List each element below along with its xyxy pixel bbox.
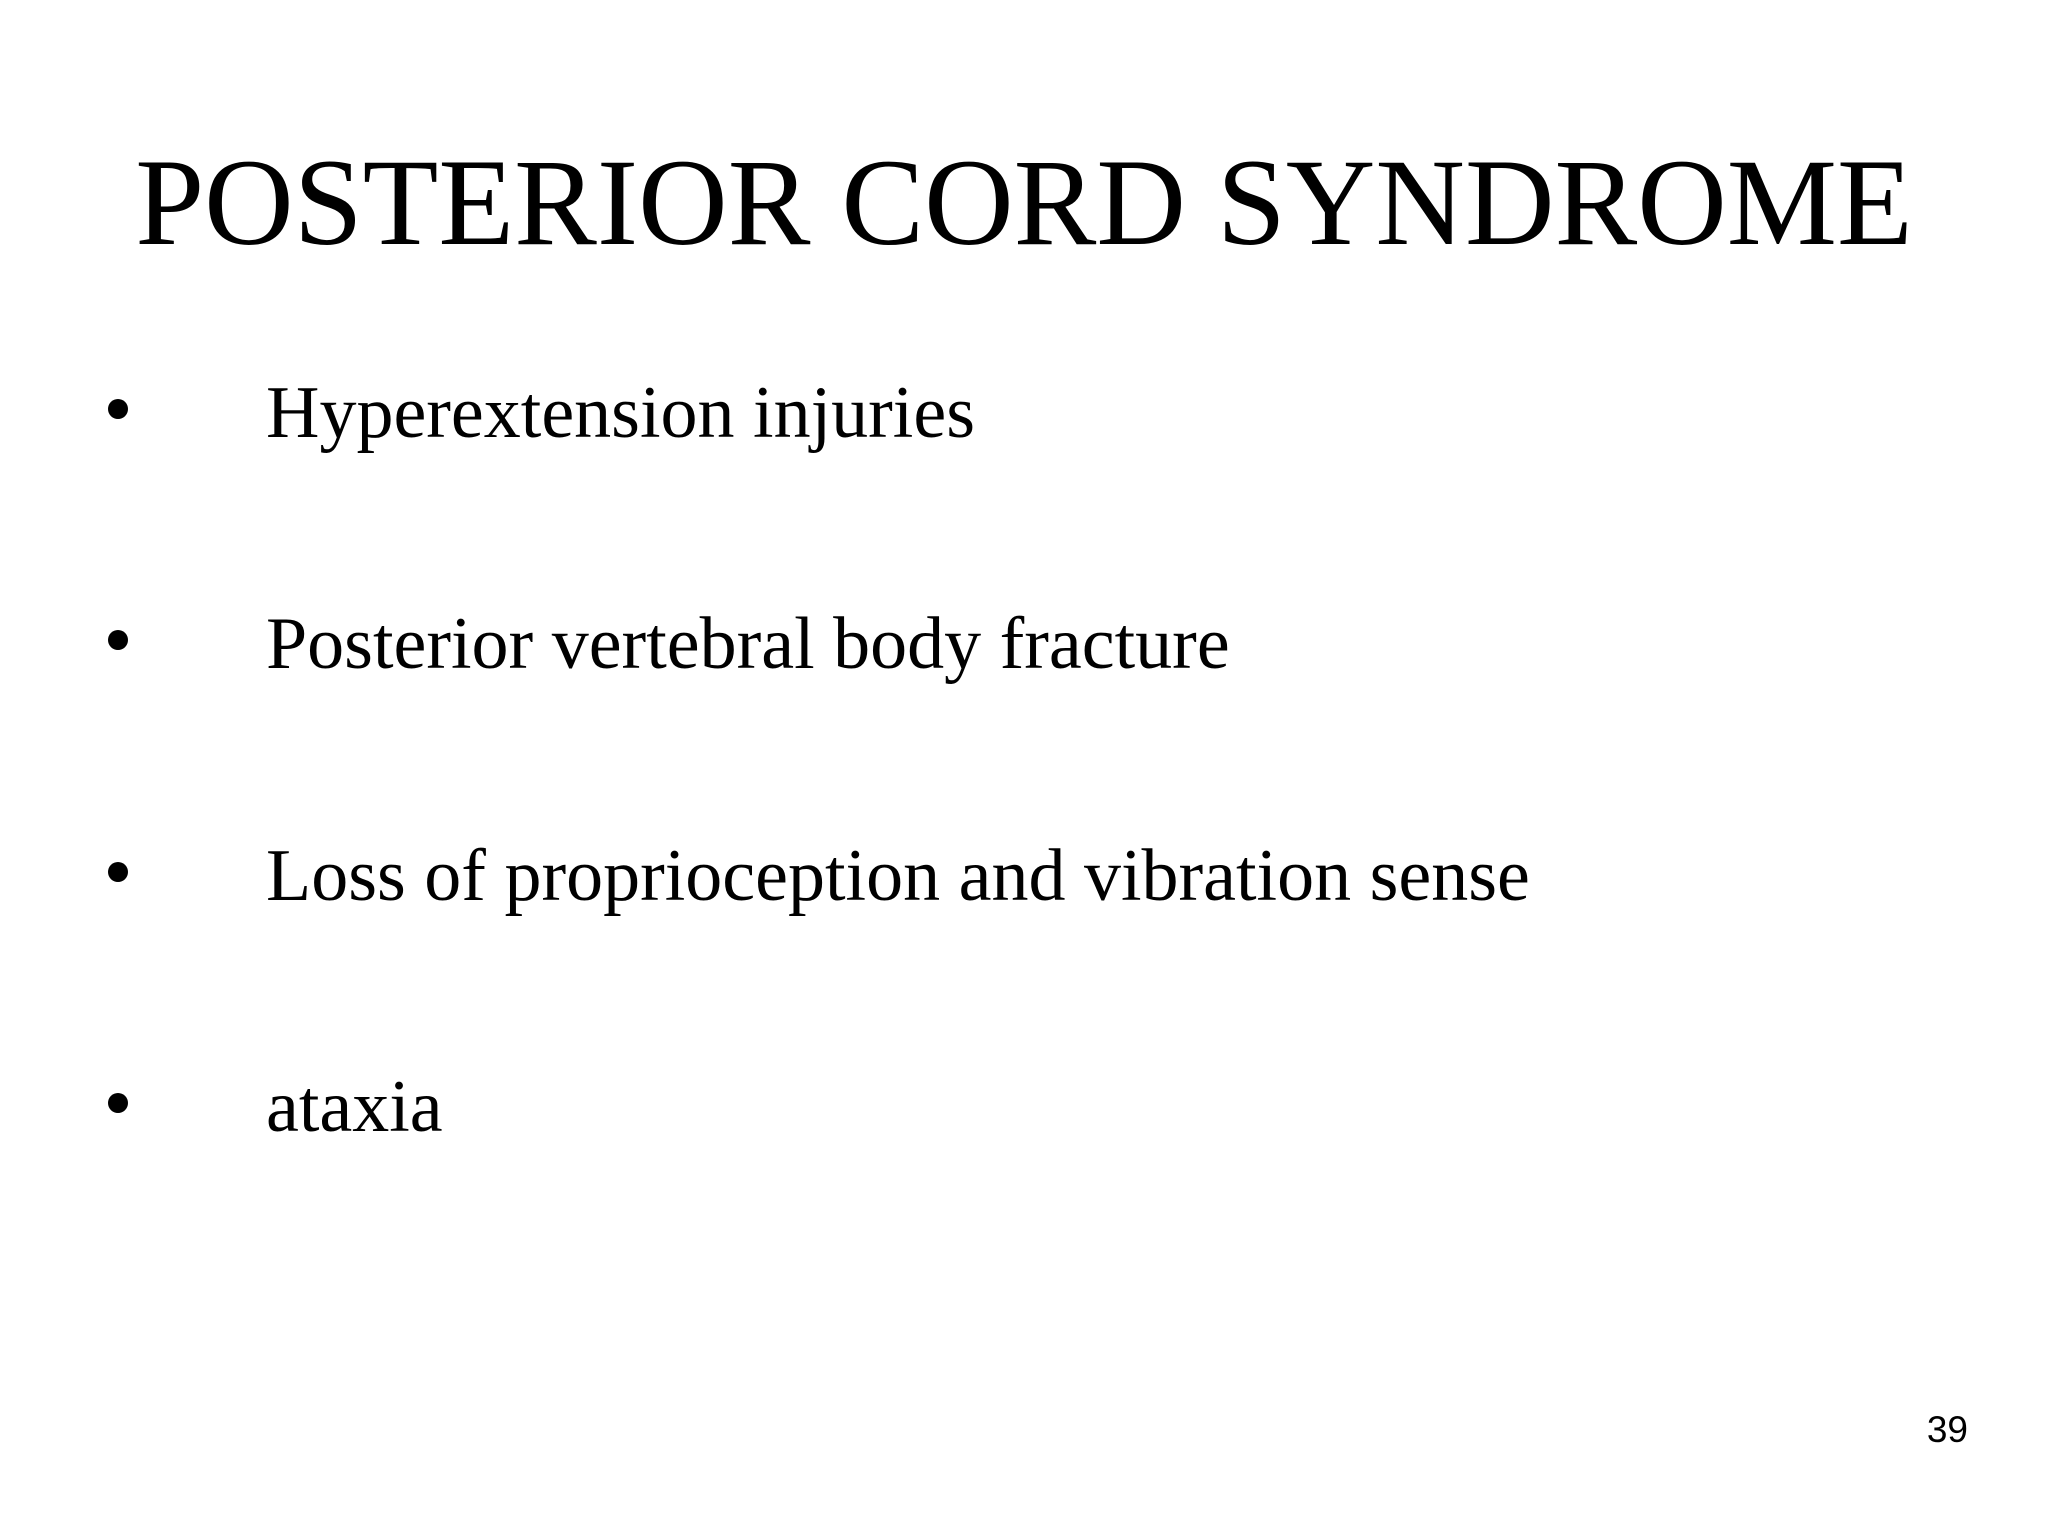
bullet-dot-icon	[108, 399, 128, 419]
bullet-item	[0, 826, 2048, 926]
bullet-text: Hyperextension injuries	[266, 372, 975, 454]
bullet-text: Loss of proprioception and vibration sense	[266, 835, 1530, 917]
bullet-item	[0, 594, 2048, 694]
bullet-item	[0, 363, 2048, 463]
slide-title: POSTERIOR CORD SYNDROME	[135, 134, 1913, 271]
bullet-item	[0, 1057, 2048, 1157]
bullet-dot-icon	[108, 630, 128, 650]
slide-number: 39	[1926, 1409, 1968, 1450]
bullet-dot-icon	[108, 862, 128, 882]
bullet-text: Posterior vertebral body fracture	[266, 603, 1230, 685]
bullet-text: ataxia	[266, 1066, 443, 1148]
bullet-dot-icon	[108, 1093, 128, 1113]
